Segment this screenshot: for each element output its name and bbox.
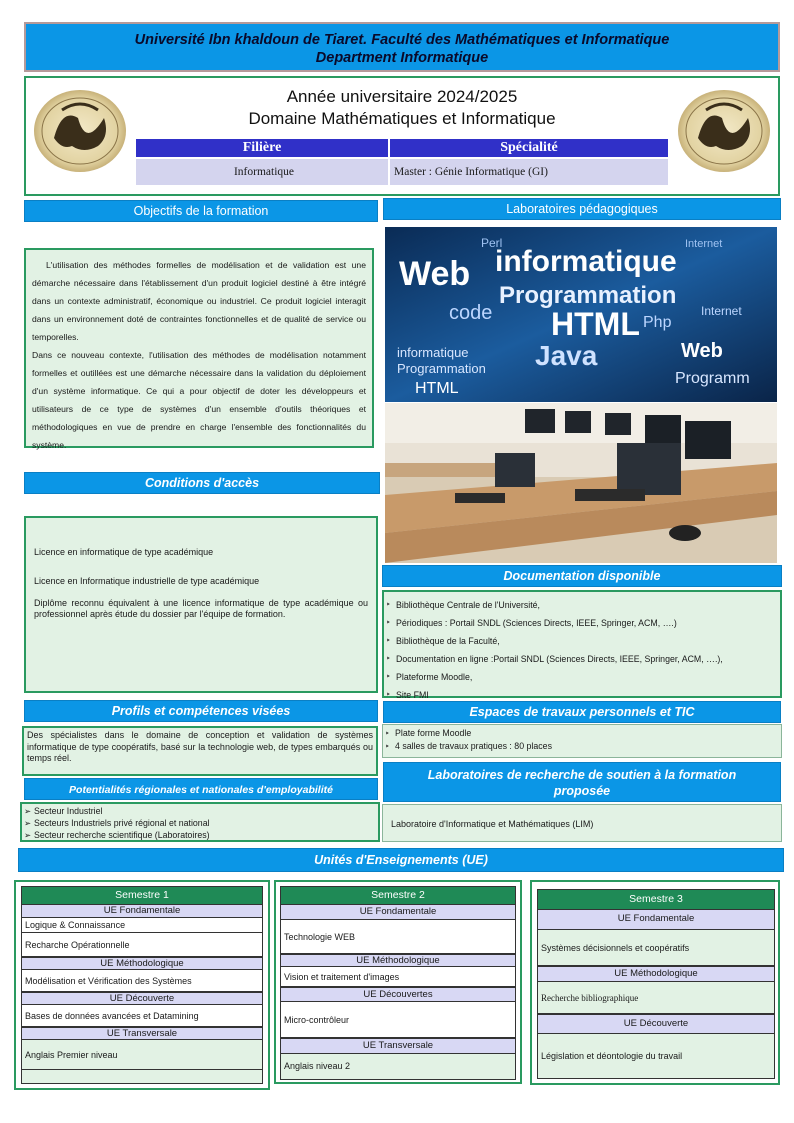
semestre-1-title: Semestre 1	[22, 887, 262, 905]
svg-text:Programmation: Programmation	[397, 361, 486, 376]
program-header	[24, 76, 780, 196]
university-name: Université Ibn khaldoun de Tiaret. Faculté des Mathématiques et Informatique	[134, 32, 670, 48]
s1-trans-item: Anglais Premier niveau	[22, 1040, 262, 1070]
s1-ue-decouverte: UE Découverte	[22, 992, 262, 1005]
objectifs-text	[26, 250, 372, 458]
university-logo-left	[32, 88, 128, 174]
conditions-box	[24, 516, 378, 693]
labo-recherche-title: Laboratoires de recherche de soutien à la formation proposée	[383, 762, 781, 802]
svg-text:Programmation: Programmation	[499, 282, 677, 309]
svg-text:Java: Java	[535, 340, 598, 371]
condition-item-3: Diplôme reconnu équivalent à une licence informatique de type académique ou professionnel après étude du dossier par l'équipe de formation.	[34, 598, 368, 619]
svg-text:Internet: Internet	[685, 238, 723, 250]
profils-title: Profils et compétences visées	[24, 700, 378, 722]
semestre-2-title: Semestre 2	[281, 887, 515, 905]
s3-ue-fondamentale: UE Fondamentale	[538, 910, 774, 930]
programming-words-image	[385, 227, 777, 402]
specialite-value: Master : Génie Informatique (GI)	[389, 158, 669, 186]
specialite-header: Spécialité	[389, 138, 669, 158]
objectifs-title: Objectifs de la formation	[24, 200, 378, 222]
computer-lab-photo	[385, 403, 777, 563]
academic-year: Année universitaire 2024/2025	[286, 87, 518, 106]
s1-ue-fondamentale: UE Fondamentale	[22, 905, 262, 918]
documentation-title: Documentation disponible	[382, 565, 782, 587]
potentialites-item: ➢ Secteurs Industriels privé régional et national	[24, 817, 376, 829]
espaces-box	[382, 724, 782, 758]
s3-ue-methodologique: UE Méthodologique	[538, 966, 774, 982]
s3-ue-decouverte: UE Découverte	[538, 1014, 774, 1034]
s2-fond-item: Technologie WEB	[281, 920, 515, 954]
potentialites-list	[24, 805, 376, 841]
documentation-item: ‣ Bibliothèque de la Faculté,	[384, 632, 780, 650]
documentation-item: ‣ Documentation en ligne :Portail SNDL (Sciences Directs, IEEE, Springer, ACM, ….),	[384, 650, 780, 668]
potentialites-item: ➢ Secteur recherche scientifique (Laboratoires)	[24, 829, 376, 841]
s2-meth-item: Vision et traitement d'images	[281, 967, 515, 987]
condition-item-1: Licence en informatique de type académique	[34, 547, 214, 557]
profils-box	[22, 726, 378, 776]
conditions-title: Conditions d'accès	[24, 472, 380, 494]
svg-text:Programm: Programm	[675, 370, 750, 387]
department-name: Department Informatique	[315, 50, 489, 66]
svg-text:Web: Web	[681, 340, 723, 362]
s1-meth-item: Modélisation et Vérification des Systèmes	[22, 970, 262, 992]
espaces-list	[383, 727, 781, 753]
espaces-item: ‣ Plate forme Moodle	[383, 727, 781, 740]
s3-fond-item: Systèmes décisionnels et coopératifs	[538, 930, 774, 966]
semestre-2-table	[280, 886, 516, 1080]
documentation-item: ‣ Plateforme Moodle,	[384, 668, 780, 686]
s2-dec-item: Micro-contrôleur	[281, 1002, 515, 1038]
s2-ue-transversale: UE Transversale	[281, 1038, 515, 1054]
svg-text:Web: Web	[399, 255, 471, 293]
objectifs-paragraph-1: L'utilisation des méthodes formelles de modélisation et de validation est une démarche nécessaire dans l'établissement d'un produit logiciel destiné à être intégré dans un contexte administratif, économique ou industriel. Ce produit logiciel interagit dans un environnement doté de contraintes fonctionnelles et de qualité de service ou temporelles.	[32, 260, 366, 342]
labo-recherche-box	[382, 804, 782, 842]
documentation-item: ‣ Bibliothèque Centrale de l'Université,	[384, 596, 780, 614]
s1-ue-methodologique: UE Méthodologique	[22, 957, 262, 970]
domain-title: Domaine Mathématiques et Informatique	[248, 109, 556, 128]
s2-ue-fondamentale: UE Fondamentale	[281, 905, 515, 920]
documentation-item: ‣ Périodiques : Portail SNDL (Sciences Directs, IEEE, Springer, ACM, ….)	[384, 614, 780, 632]
svg-text:HTML: HTML	[415, 380, 459, 397]
documentation-item: ‣ Site FMI	[384, 686, 780, 704]
objectifs-box	[24, 248, 374, 448]
labo-recherche-text: Laboratoire d'Informatique et Mathématiques (LIM)	[391, 819, 594, 829]
university-header	[24, 22, 780, 72]
s2-ue-decouvertes: UE Découvertes	[281, 987, 515, 1002]
svg-text:informatique: informatique	[397, 345, 469, 360]
ue-title: Unités d'Enseignements (UE)	[18, 848, 784, 872]
svg-text:code: code	[449, 302, 493, 324]
s1-dec-item: Bases de données avancées et Datamining	[22, 1005, 262, 1027]
svg-text:HTML: HTML	[551, 306, 640, 342]
semestre-1-table	[21, 886, 263, 1084]
s3-meth-item: Recherche bibliographique	[538, 982, 774, 1014]
espaces-item: ‣ 4 salles de travaux pratiques : 80 places	[383, 740, 781, 753]
documentation-list	[384, 596, 780, 704]
espaces-title: Espaces de travaux personnels et TIC	[383, 701, 781, 723]
svg-text:Perl: Perl	[481, 236, 503, 250]
filiere-header: Filière	[135, 138, 389, 158]
condition-item-2: Licence en Informatique industrielle de type académique	[34, 576, 260, 586]
svg-text:Internet: Internet	[701, 304, 742, 318]
profils-text: Des spécialistes dans le domaine de conception et validation de systèmes informatique de type coopératifs, basé sur la technologie web, de types embarqués ou temps réel.	[27, 730, 373, 763]
s1-fond-item: Recharche Opérationnelle	[22, 933, 262, 957]
objectifs-paragraph-2: Dans ce nouveau contexte, l'utilisation des méthodes de modélisation notamment formelles et outillées est une démarche nécessaire dans la validation du déploiement d'un système informatique. Ce qui a pour objectif de doter les développeurs et utilisateurs de ce type de systèmes d'un ensemble d'outils théoriques et méthodologiques en vue de prendre en charge l'ensemble des fonctionnalités du système.	[32, 350, 366, 450]
filiere-table	[134, 137, 670, 187]
laboratoires-title: Laboratoires pédagogiques	[383, 198, 781, 220]
filiere-value: Informatique	[135, 158, 389, 186]
university-logo-right	[676, 88, 772, 174]
s2-ue-methodologique: UE Méthodologique	[281, 954, 515, 967]
svg-text:Php: Php	[643, 314, 672, 331]
documentation-box	[382, 590, 782, 698]
potentialites-title: Potentialités régionales et nationales d'employabilité	[24, 778, 378, 800]
s2-trans-item: Anglais niveau 2	[281, 1054, 515, 1078]
svg-text:informatique: informatique	[495, 245, 677, 278]
semestre-3-table	[537, 889, 775, 1079]
potentialites-item: ➢ Secteur Industriel	[24, 805, 376, 817]
potentialites-box	[20, 802, 380, 842]
s1-fond-item: Logique & Connaissance	[22, 918, 262, 933]
semestre-3-title: Semestre 3	[538, 890, 774, 910]
s3-dec-item: Législation et déontologie du travail	[538, 1034, 774, 1078]
s1-ue-transversale: UE Transversale	[22, 1027, 262, 1040]
